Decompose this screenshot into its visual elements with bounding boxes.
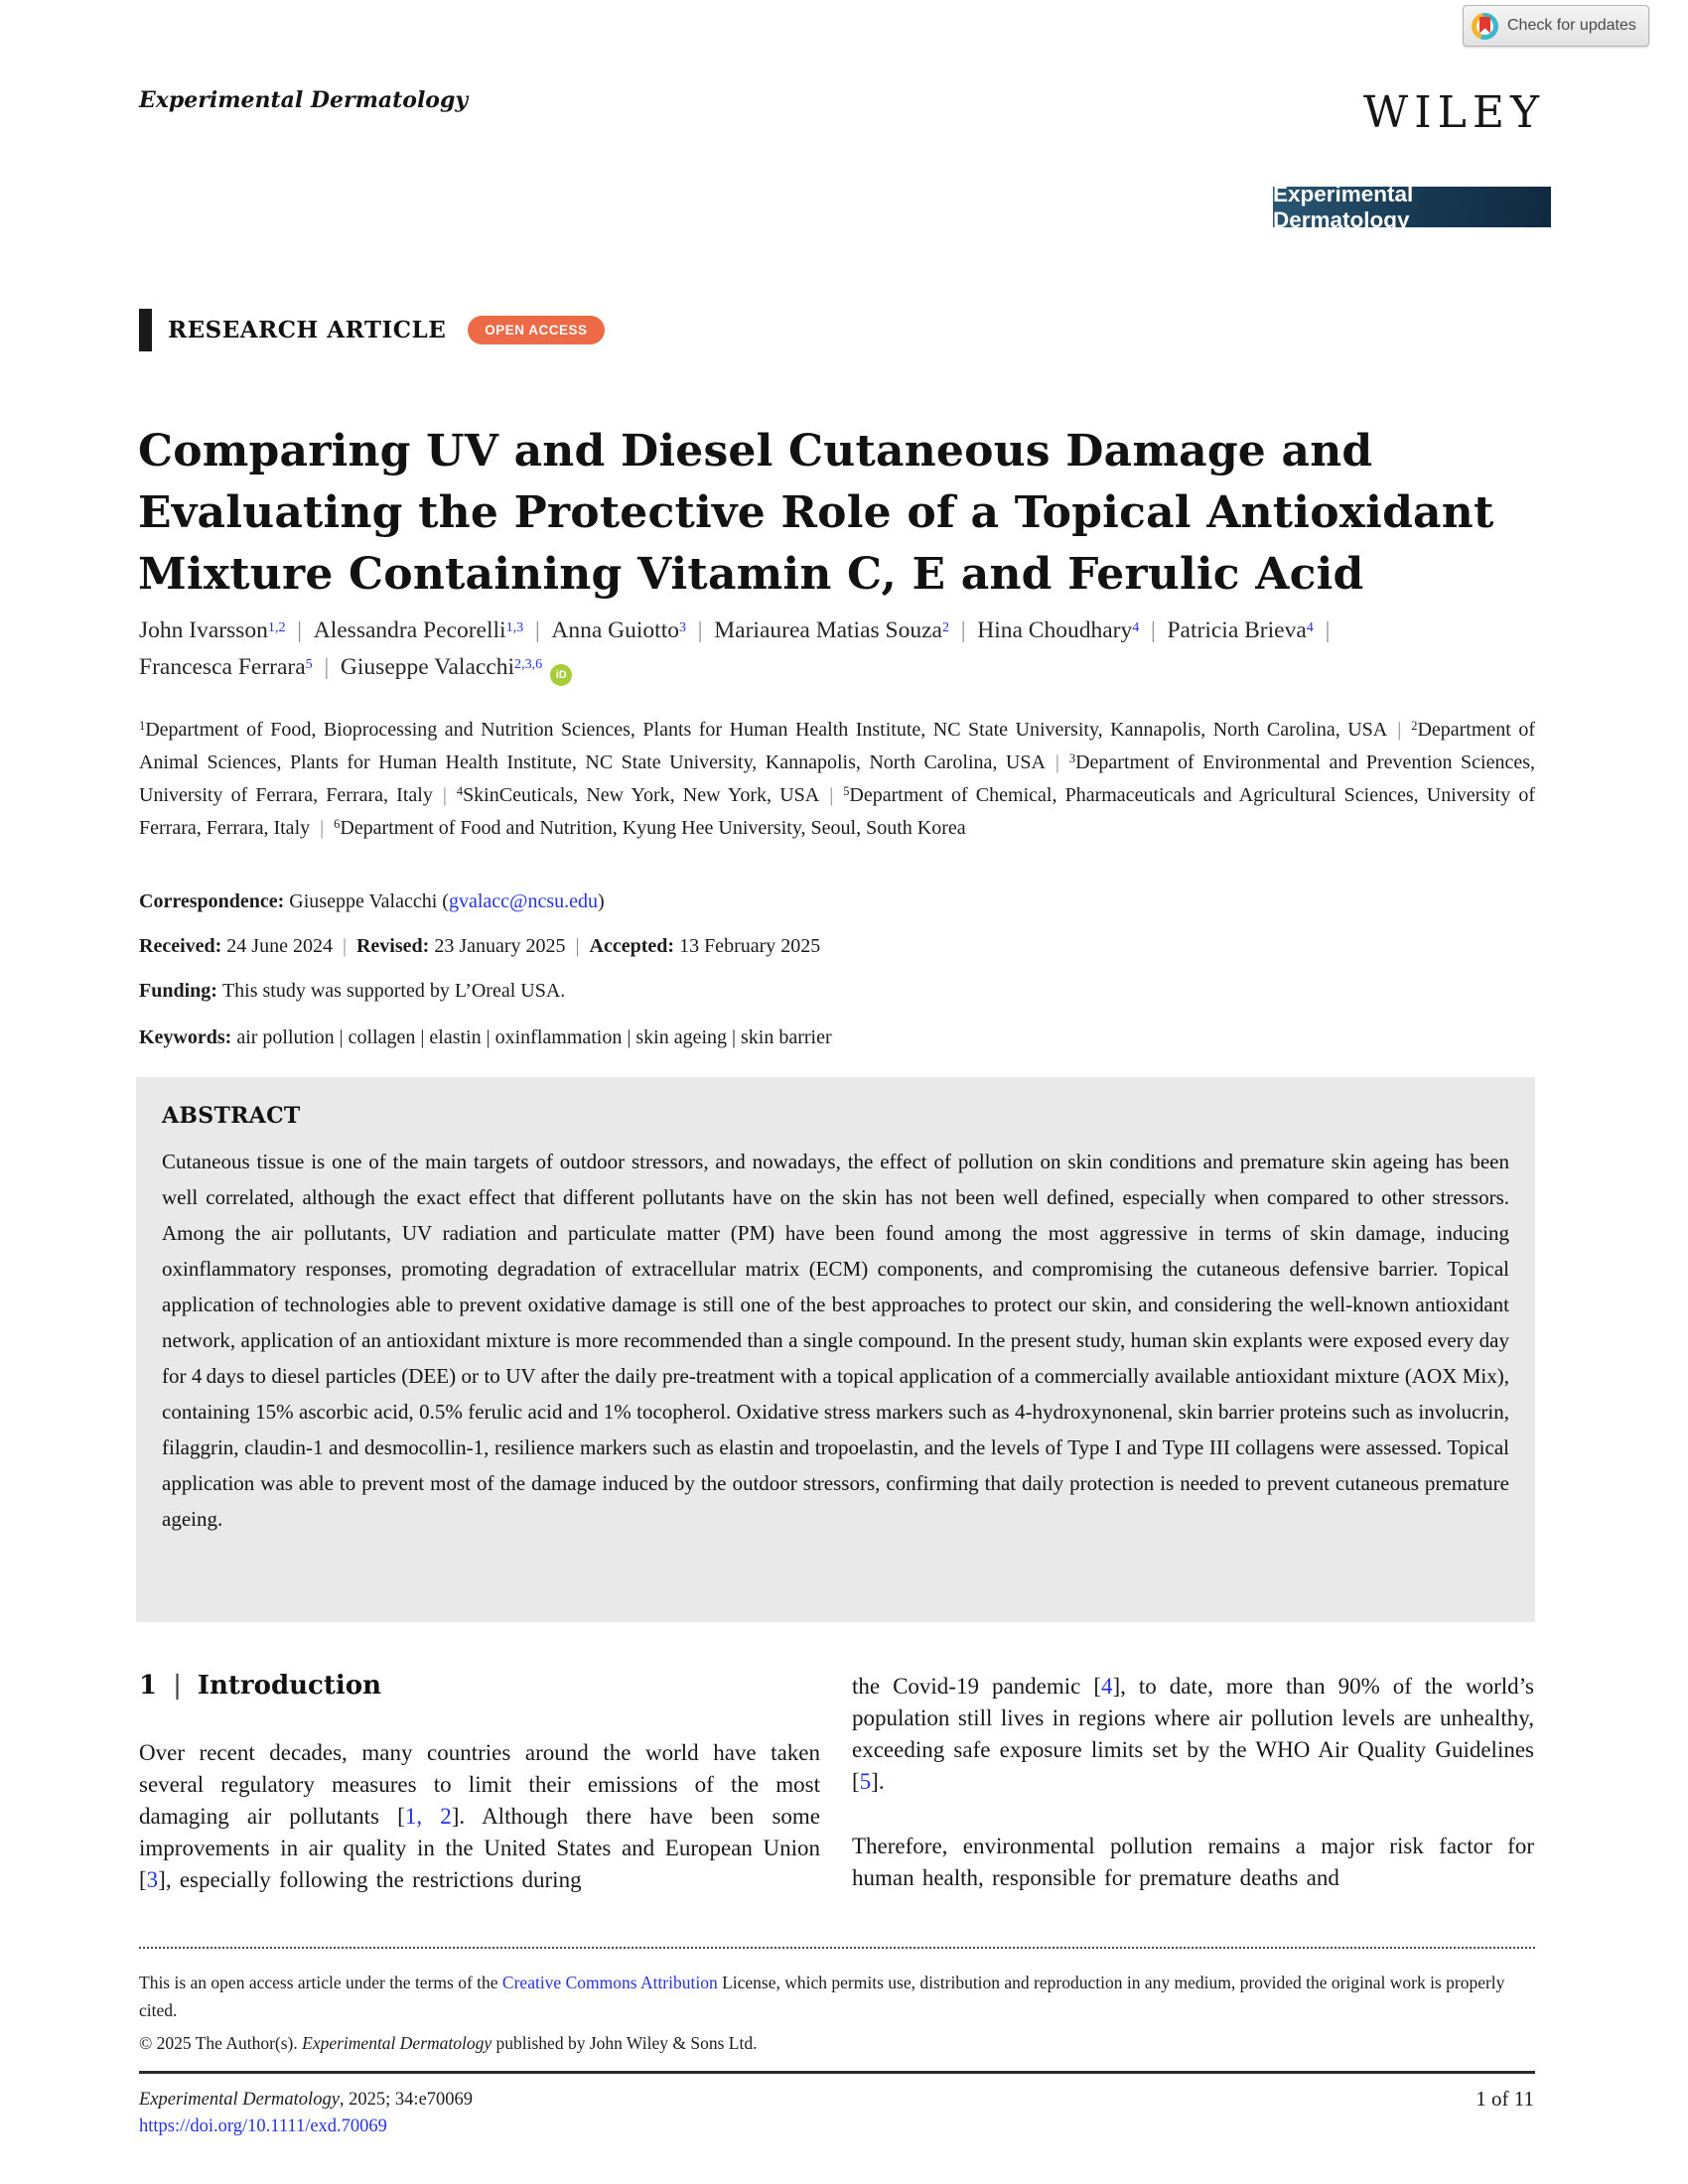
correspondence-line: Correspondence: Giuseppe Valacchi (gvalacc@ncsu.edu) xyxy=(139,890,605,912)
copyright-note: © 2025 The Author(s). Experimental Dermatology published by John Wiley & Sons Ltd. xyxy=(139,2033,758,2053)
intro-left-column xyxy=(139,1671,820,1896)
section-heading-pipe: | xyxy=(173,1671,182,1701)
footer-rule xyxy=(139,2071,1535,2074)
funding-line: Funding: This study was supported by L’Oreal USA. xyxy=(139,980,566,1002)
journal-cover-badge: Experimental Dermatology xyxy=(1273,187,1551,227)
author-line-2-text: Francesca Ferrara$^5$ | Giuseppe Valacchi$^{2,3,6}$ xyxy=(139,654,543,680)
doi-link[interactable] xyxy=(139,2116,387,2137)
section-heading-introduction xyxy=(139,1671,820,1701)
wiley-logo: WILEY xyxy=(1363,87,1545,138)
page-number: 1 of 11 xyxy=(1476,2087,1534,2111)
section-heading-text: Introduction xyxy=(197,1671,382,1701)
keywords-line: Keywords: air pollution | collagen | elastin | oxinflammation | skin ageing | skin barrier xyxy=(139,1026,832,1048)
section-bar xyxy=(139,309,152,351)
author-line-1: John Ivarsson$^{1,2}$ | Alessandra Pecorelli$^{1,3}$ | Anna Guiotto$^3$ | Mariaurea Matias Souza$^2$ | Hina Choudhary$^4$ | Patricia Brieva$^4$ | xyxy=(139,617,1331,643)
intro-paragraph-1-continued: the Covid-19 pandemic [4], to date, more than 90% of the world’s population still lives in regions where air pollution levels are unhealthy, exceeding safe exposure limits set by the WHO Air Quality Guidelines [5]. xyxy=(852,1674,1534,1794)
check-for-updates-icon xyxy=(1472,13,1498,40)
intro-paragraph-1: Over recent decades, many countries around the world have taken several regulatory measures to limit their emissions of the most damaging air pollutants [1, 2]. Although there have been some improvements in air quality in the United States and European Union [3], especially following the restrictions during xyxy=(139,1740,820,1892)
author-line-2 xyxy=(139,650,1330,687)
footnote-divider xyxy=(139,1947,1535,1949)
abstract-body: Cutaneous tissue is one of the main targets of outdoor stressors, and nowadays, the effect of pollution on skin conditions and premature skin ageing has been well correlated, although the exact effect that different pollutants have on the skin has not been well defined, especially when compared to other stressors. Among the air pollutants, UV radiation and particulate matter (PM) have been found among the most aggressive in terms of skin damage, inducing oxinflammatory responses, promoting degradation of extracellular matrix (ECM) components, and compromising the cutaneous defensive barrier. Topical application of technologies able to prevent oxidative damage is still one of the best approaches to protect our skin, and considering the well-known antioxidant network, application of an antioxidant mixture is more recommended than a single compound. In the present study, human skin explants were exposed every day for 4 days to diesel particles (DEE) or to UV after the daily pre-treatment with a topical application of a commercially available antioxidant mixture (AOX Mix), containing 15% ascorbic acid, 0.5% ferulic acid and 1% tocopherol. Oxidative stress markers such as 4-hydroxynonenal, skin barrier proteins such as involucrin, filaggrin, claudin-1 and desmocollin-1, resilience markers such as elastin and tropoelastin, and the levels of Type I and Type III collagens were assessed. Topical application was able to prevent most of the damage induced by the outdoor stressors, confirming that daily protection is needed to prevent cutaneous premature ageing. xyxy=(162,1150,1509,1531)
author-list xyxy=(139,614,1330,687)
footer-citation: Experimental Dermatology, 2025; 34:e70069 xyxy=(139,2090,474,2110)
bookmark-icon xyxy=(1479,17,1490,34)
affiliations: $^1$Department of Food, Bioprocessing and Nutrition Sciences, Plants for Human Health Institute, NC State University, Kannapolis, North Carolina, USA | $^2$Department of Animal Sciences, Plants for Human Health Institute, NC State University, Kannapolis, North Carolina, USA | $^3$Department of Environmental and Prevention Sciences, University of Ferrara, Ferrara, Italy | $^4$SkinCeuticals, New York, New York, USA | $^5$Department of Chemical, Pharmaceuticals and Agricultural Sciences, University of Ferrara, Ferrara, Italy | $^6$Department of Food and Nutrition, Kyung Hee University, Seoul, South Korea xyxy=(139,719,1536,839)
open-access-badge: OPEN ACCESS xyxy=(468,316,604,344)
orcid-icon[interactable]: iD xyxy=(550,664,572,686)
intro-right-column xyxy=(852,1671,1534,1894)
doi-link-text[interactable]: https://doi.org/10.1111/exd.70069 xyxy=(139,2116,387,2136)
license-note: This is an open access article under the terms of the Creative Commons Attribution License, which permits use, distribution and reproduction in any medium, provided the original work is properly cited. xyxy=(139,1973,1505,2020)
check-for-updates-label: Check for updates xyxy=(1507,17,1636,34)
check-for-updates-button[interactable] xyxy=(1463,5,1649,47)
article-type-row xyxy=(139,308,605,351)
title-line-1: Comparing UV and Diesel Cutaneous Damage and xyxy=(138,426,1373,477)
dates-line: Received: 24 June 2024 | Revised: 23 January 2025 | Accepted: 13 February 2025 xyxy=(139,935,821,957)
journal-name: Experimental Dermatology xyxy=(139,87,469,113)
article-type-label: RESEARCH ARTICLE xyxy=(168,316,447,343)
section-number: 1 xyxy=(139,1671,158,1701)
abstract-heading: ABSTRACT xyxy=(162,1103,301,1129)
title-line-2: Evaluating the Protective Role of a Topical Antioxidant xyxy=(138,487,1494,538)
intro-paragraph-2: Therefore, environmental pollution remains a major risk factor for human health, responsible for premature deaths and xyxy=(852,1834,1534,1890)
title-line-3: Mixture Containing Vitamin C, E and Ferulic Acid xyxy=(138,549,1364,600)
abstract-box xyxy=(136,1077,1535,1622)
article-title xyxy=(138,421,1493,606)
